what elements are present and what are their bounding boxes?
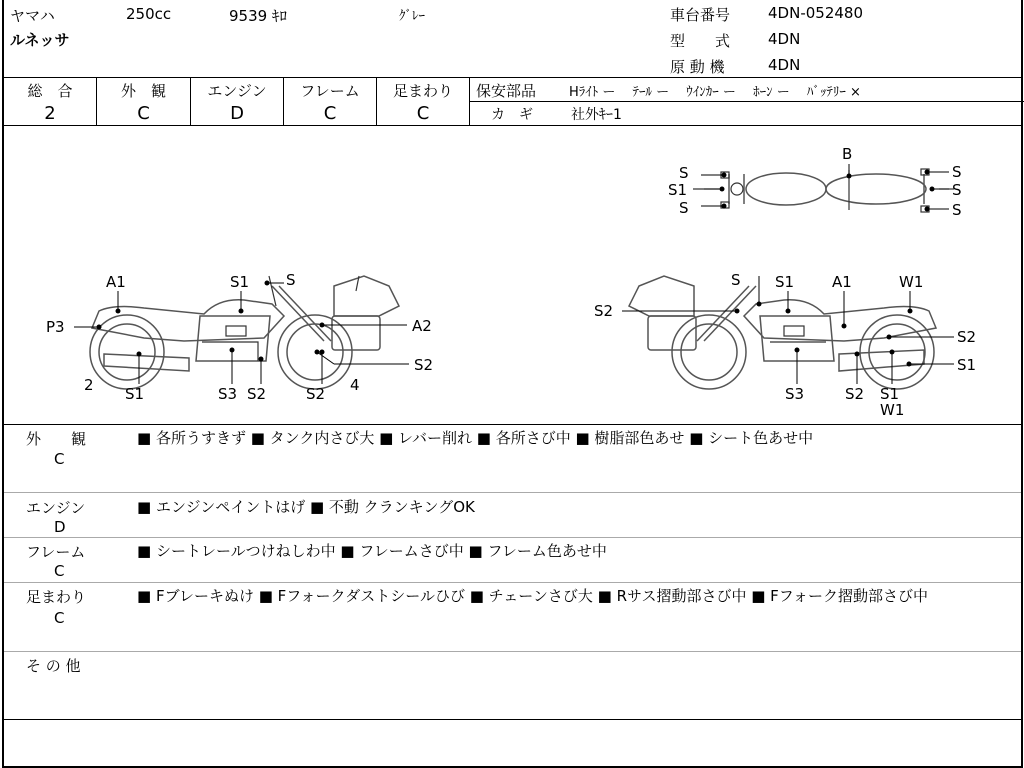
exterior-remark-text: ■ 各所うすきず ■ タンク内さび大 ■ レバー削れ ■ 各所さび中 ■ 樹脂部色あせ ■ シート色あせ中 [137,429,814,447]
color: ｸﾞﾚｰ [399,9,425,24]
bike-left-side [46,271,433,403]
maker: ヤマハ [10,7,55,25]
left-label-s1: S1 [230,273,250,291]
left-label-s2: S2 [306,385,326,403]
model-name: ルネッサ [10,31,70,49]
grade-frame [284,78,376,126]
displacement: 250cc [126,5,172,23]
left-label-4: 4 [350,376,360,394]
left-label-s3: S3 [218,385,238,403]
grade-suspension-value: C [416,103,430,124]
frame-remark-title: フレーム [26,543,86,561]
right-label-w1: W1 [899,273,924,291]
safety-divider [470,101,1024,102]
grade-engine-value: D [230,103,244,124]
left-label-p3: P3 [46,318,65,336]
right-label-s1: S1 [880,385,900,403]
exterior-remark-title: 外 観 [26,430,87,448]
safety-items: Hﾗｲﾄ ー ﾃｰﾙ ー ｳｲﾝｶｰ ー ﾎｰﾝ ー ﾊﾞｯﾃﾘｰ × [569,85,861,100]
grade-frame-value: C [323,103,337,124]
right-label-s2: S2 [594,302,614,320]
right-label-s3: S3 [785,385,805,403]
engine-label: 原 動 機 [670,58,725,76]
suspension-remark-grade: C [54,609,65,627]
key-label: カ ギ [491,107,533,123]
left-label-s2: S2 [247,385,267,403]
left-label-s2: S2 [414,356,434,374]
grade-overall-label: 総 合 [27,82,73,100]
grade-engine-label: エンジン [207,82,267,100]
right-label-s1: S1 [957,356,977,374]
grade-engine [191,78,283,126]
top-label-s: S [952,163,962,181]
top-label-s: S [679,164,689,182]
grade-exterior-label: 外 観 [120,82,166,100]
bike-top-view [668,145,962,219]
grade-exterior-value: C [137,103,150,124]
left-label-2: 2 [84,376,94,394]
exterior-remark-grade: C [54,450,65,468]
left-label-s: S [286,271,296,289]
safety-label: 保安部品 [476,82,537,100]
mileage: 9539 ｷﾛ [229,7,287,25]
damage-diagram [4,126,1022,424]
right-label-s: S [731,271,741,289]
suspension-remark-title: 足まわり [26,588,87,606]
top-label-s: S [952,201,962,219]
top-label-s: S [952,181,962,199]
grade-suspension-label: 足まわり [392,82,453,100]
top-label-b: B [842,145,853,163]
grade-exterior [97,78,190,126]
frame-remark-grade: C [54,562,65,580]
top-label-s: S [679,199,689,217]
left-label-a1: A1 [106,273,126,291]
other-remark-title: そ の 他 [26,657,81,675]
type-label: 型 式 [670,32,731,50]
grade-frame-label: フレーム [300,82,360,100]
left-label-s1: S1 [125,385,145,403]
suspension-remark-text: ■ Fブレーキぬけ ■ Fフォークダストシールひび ■ チェーンさび大 ■ Rサス摺動部さび中 ■ Fフォーク摺動部さび中 [137,587,929,605]
right-label-s2: S2 [845,385,865,403]
grade-suspension [377,78,469,126]
key-value: 社外ｷｰ1 [571,107,622,123]
right-label-a1: A1 [832,273,852,291]
engine-remark-grade: D [54,518,66,536]
frame-no-label: 車台番号 [670,6,731,24]
top-label-s1: S1 [668,181,688,199]
right-label-s1: S1 [775,273,795,291]
engine-remark-text: ■ エンジンペイントはげ ■ 不動 クランキングOK [137,498,475,516]
frame-remark-text: ■ シートレールつけねしわ中 ■ フレームさび中 ■ フレーム色あせ中 [137,542,607,560]
bike-right-side [594,271,976,419]
engine-remark-title: エンジン [26,499,86,517]
grade-overall-value: 2 [44,103,56,124]
type-value: 4DN [768,30,801,48]
inspection-sheet [2,0,1023,768]
engine-value: 4DN [768,56,801,74]
grade-overall [4,78,96,126]
left-label-a2: A2 [412,317,432,335]
right-label-w1: W1 [880,401,905,419]
frame-no: 4DN-052480 [768,4,863,22]
right-label-s2: S2 [957,328,977,346]
